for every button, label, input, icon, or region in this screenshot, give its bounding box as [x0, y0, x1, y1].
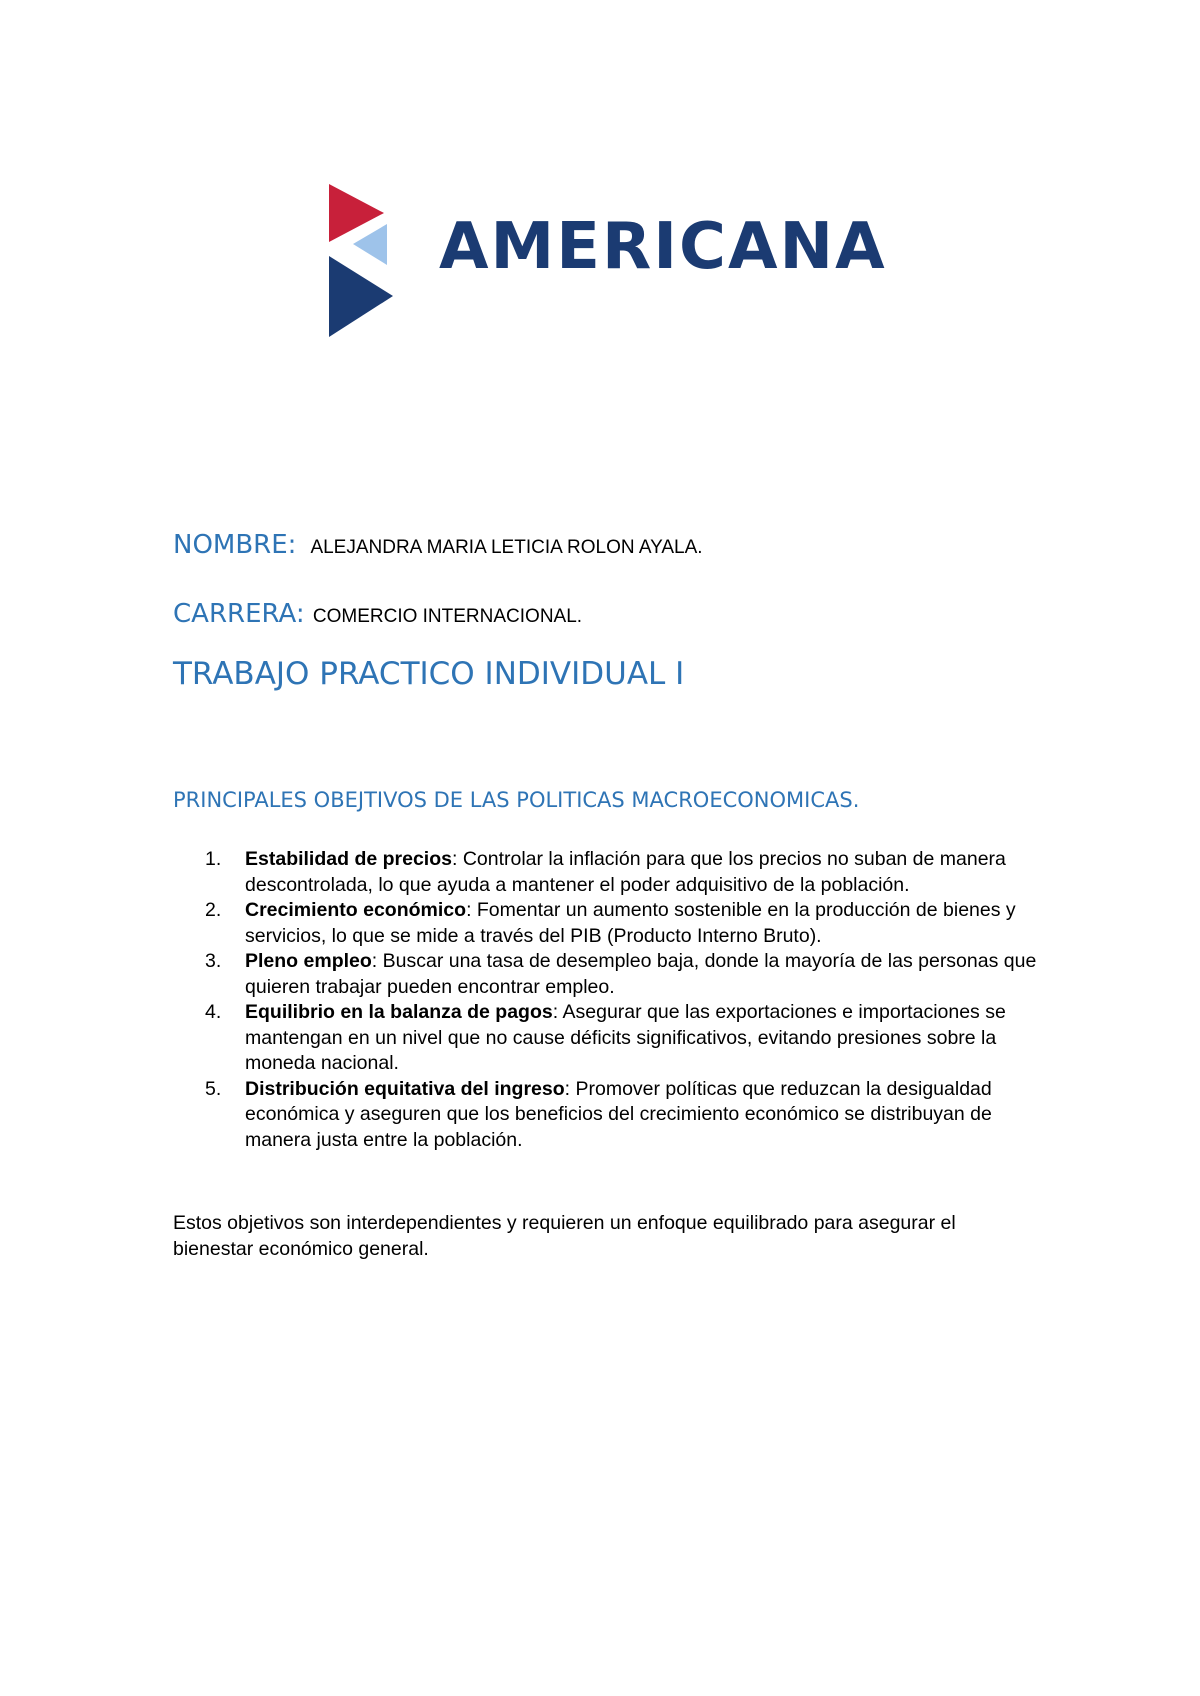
list-item-number: 1. [205, 848, 222, 870]
list-item [205, 1000, 1055, 1077]
career-line [173, 599, 582, 629]
list-item-number: 3. [205, 950, 222, 972]
list-item [205, 949, 1055, 1000]
objectives-list [205, 847, 1055, 1153]
student-name-line [173, 530, 703, 560]
logo-light-blue-triangle [353, 224, 387, 265]
list-item-text: : Fomentar un aumento sostenible en la producción de bienes y servicios, lo que se mide a través del PIB (Producto Interno Bruto). [245, 899, 1016, 947]
list-item-number: 5. [205, 1077, 222, 1100]
list-item-term: Estabilidad de precios [245, 848, 452, 870]
list-item-text: : Promover políticas que reduzcan la desigualdad económica y aseguren que los beneficios del crecimiento económico se distribuyan de manera justa entre la población. [245, 1077, 992, 1151]
section-title: PRINCIPALES OBEJTIVOS DE LAS POLITICAS MACROECONOMICAS. [173, 788, 860, 812]
logo-navy-triangle [329, 256, 393, 337]
carrera-value: COMERCIO INTERNACIONAL. [312, 606, 583, 627]
list-item-number: 2. [205, 899, 222, 921]
americana-triangles-logo-icon [327, 180, 427, 340]
list-item-term: Equilibrio en la balanza de pagos [245, 1001, 553, 1023]
list-item-text: : Buscar una tasa de desempleo baja, donde la mayoría de las personas que quieren trabajar pueden encontrar empleo. [245, 950, 1037, 998]
assignment-title: TRABAJO PRACTICO INDIVIDUAL I [173, 656, 685, 692]
list-item [205, 898, 1055, 949]
list-item-term: Crecimiento económico [245, 899, 467, 921]
list-item [205, 847, 1055, 898]
list-item-number: 4. [205, 1001, 222, 1023]
list-item-term: Pleno empleo [245, 950, 372, 972]
americana-logo [327, 180, 887, 340]
closing-paragraph: Estos objetivos son interdependientes y requieren un enfoque equilibrado para asegurar el bienestar económico general. [173, 1212, 956, 1260]
list-item [205, 1077, 1055, 1154]
list-item-term: Distribución equitativa del ingreso [245, 1077, 565, 1100]
logo-wordmark: AMERICANA [439, 210, 887, 284]
nombre-value: ALEJANDRA MARIA LETICIA ROLON AYALA. [310, 537, 703, 558]
nombre-label: NOMBRE: [173, 530, 297, 560]
list-item-text: : Asegurar que las exportaciones e importaciones se mantengan en un nivel que no cause déficits significativos, evitando presiones sobre la moneda nacional. [245, 1001, 1006, 1074]
carrera-label: CARRERA: [173, 599, 305, 629]
list-item-text: : Controlar la inflación para que los precios no suban de manera descontrolada, lo que ayuda a mantener el poder adquisitivo de la población. [245, 848, 1006, 896]
